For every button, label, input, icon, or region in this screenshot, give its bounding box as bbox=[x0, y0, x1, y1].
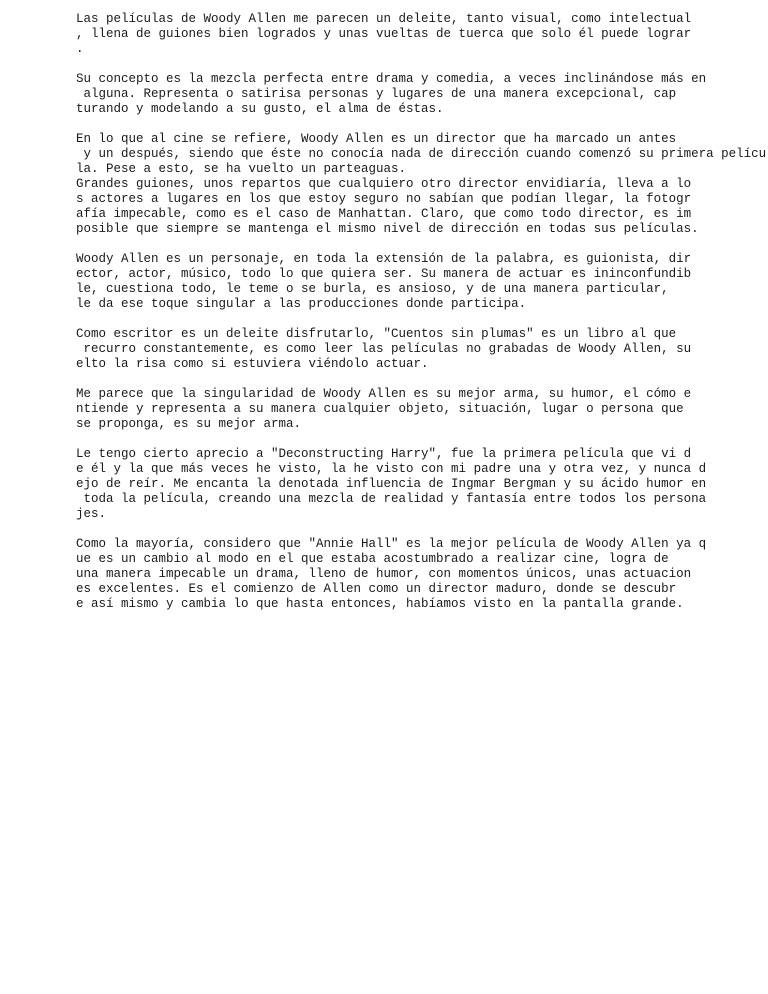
text-line: Me parece que la singularidad de Woody Allen es su mejor arma, su humor, el cómo e bbox=[76, 387, 692, 401]
text-line: turando y modelando a su gusto, el alma de éstas. bbox=[76, 102, 444, 116]
text-line: posible que siempre se mantenga el mismo nivel de dirección en todas sus películas. bbox=[76, 222, 699, 236]
text-line: Las películas de Woody Allen me parecen un deleite, tanto visual, como intelectual bbox=[76, 12, 692, 26]
text-line: Como la mayoría, considero que "Annie Hall" es la mejor película de Woody Allen ya q bbox=[76, 537, 707, 551]
text-line: Su concepto es la mezcla perfecta entre drama y comedia, a veces inclinándose más en bbox=[76, 72, 707, 86]
text-line: una manera impecable un drama, lleno de humor, con momentos únicos, unas actuacion bbox=[76, 567, 692, 581]
text-line: e así mismo y cambia lo que hasta entonces, habíamos visto en la pantalla grande. bbox=[76, 597, 684, 611]
text-line: ector, actor, músico, todo lo que quiera ser. Su manera de actuar es ininconfundib bbox=[76, 267, 692, 281]
document-body bbox=[76, 12, 768, 627]
text-line: e él y la que más veces he visto, la he visto con mi padre una y otra vez, y nunca d bbox=[76, 462, 707, 476]
paragraph bbox=[76, 447, 768, 522]
text-line: ntiende y representa a su manera cualquier objeto, situación, lugar o persona que bbox=[76, 402, 684, 416]
text-line: y un después, siendo que éste no conocía nada de dirección cuando comenzó su primera pelícu bbox=[76, 147, 767, 161]
text-line: afía impecable, como es el caso de Manhattan. Claro, que como todo director, es im bbox=[76, 207, 692, 221]
text-line: Le tengo cierto aprecio a "Deconstructing Harry", fue la primera película que vi d bbox=[76, 447, 692, 461]
text-line: toda la película, creando una mezcla de realidad y fantasía entre todos los persona bbox=[76, 492, 707, 506]
text-line: jes. bbox=[76, 507, 107, 521]
text-line: , llena de guiones bien logrados y unas vueltas de tuerca que solo él puede lograr bbox=[76, 27, 692, 41]
paragraph bbox=[76, 12, 768, 57]
text-line: s actores a lugares en los que estoy seguro no sabían que podían llegar, la fotogr bbox=[76, 192, 692, 206]
text-line: es excelentes. Es el comienzo de Allen como un director maduro, donde se descubr bbox=[76, 582, 677, 596]
text-line: . bbox=[76, 42, 84, 56]
paragraph bbox=[76, 72, 768, 117]
text-line: Como escritor es un deleite disfrutarlo, "Cuentos sin plumas" es un libro al que bbox=[76, 327, 677, 341]
text-line: le, cuestiona todo, le teme o se burla, es ansioso, y de una manera particular, bbox=[76, 282, 669, 296]
text-line: le da ese toque singular a las producciones donde participa. bbox=[76, 297, 527, 311]
text-line: Grandes guiones, unos repartos que cualquiero otro director envidiaría, lleva a lo bbox=[76, 177, 692, 191]
paragraph bbox=[76, 132, 768, 237]
text-line: En lo que al cine se refiere, Woody Allen es un director que ha marcado un antes bbox=[76, 132, 677, 146]
text-line: ejo de reír. Me encanta la denotada influencia de Ingmar Bergman y su ácido humor en bbox=[76, 477, 707, 491]
text-line: Woody Allen es un personaje, en toda la extensión de la palabra, es guionista, dir bbox=[76, 252, 692, 266]
text-line: la. Pese a esto, se ha vuelto un parteaguas. bbox=[76, 162, 407, 176]
text-line: alguna. Representa o satirisa personas y lugares de una manera excepcional, cap bbox=[76, 87, 677, 101]
text-line: elto la risa como si estuviera viéndolo actuar. bbox=[76, 357, 429, 371]
paragraph bbox=[76, 252, 768, 312]
paragraph bbox=[76, 327, 768, 372]
text-line: recurro constantemente, es como leer las películas no grabadas de Woody Allen, su bbox=[76, 342, 692, 356]
paragraph bbox=[76, 537, 768, 612]
text-line: ue es un cambio al modo en el que estaba acostumbrado a realizar cine, logra de bbox=[76, 552, 669, 566]
paragraph bbox=[76, 387, 768, 432]
text-line: se proponga, es su mejor arma. bbox=[76, 417, 302, 431]
